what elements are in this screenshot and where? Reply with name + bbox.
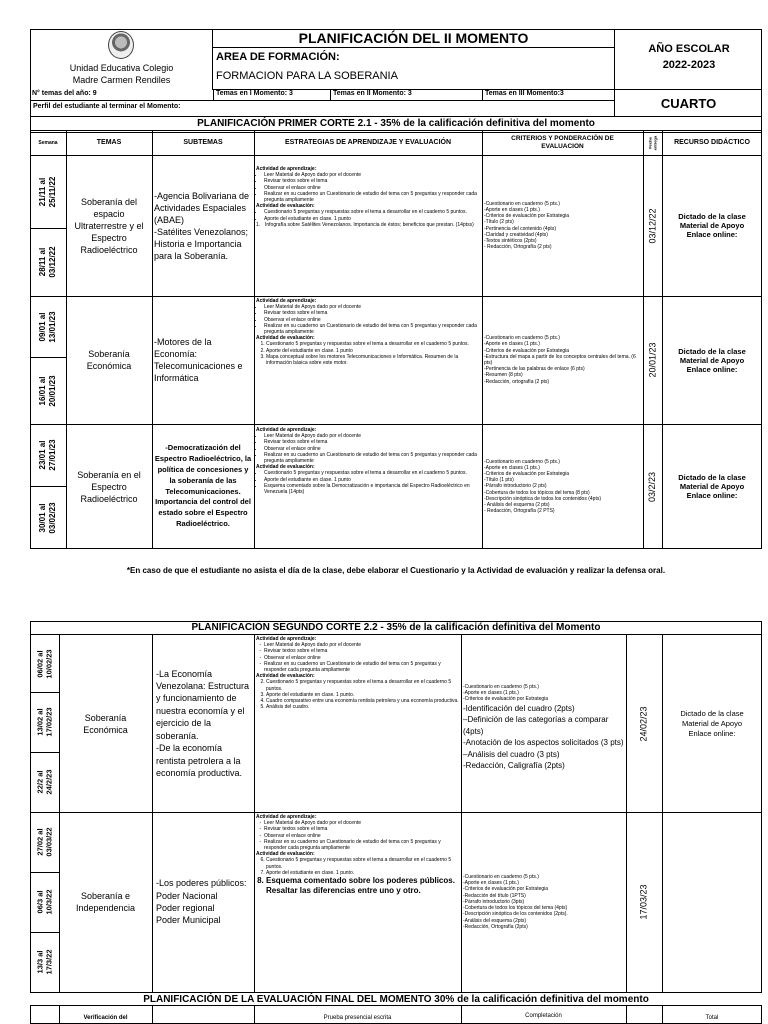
perfil: Perfil del estudiante al terminar el Momento: bbox=[33, 103, 181, 110]
criterios-base: -Cuestionario en cuaderno (5 pts.) -Aporte en clases (1 pts.) -Criterios de evaluación por Estrategia bbox=[463, 684, 549, 703]
strategy-cell: Actividad de aprendizaje: - Leer Material de Apoyo dado por el docente - Revisar textos sobre el tema - Observar el enlace online - Realizar en su cuaderno un Cuestionario de estudio del tema con 5 preguntas y responder cada pregunta ampliamente Actividad de evaluación: 2. Cuestionario 5 preguntas y respuestas sobre el tema a desarrollar en el cuaderno 5 puntos. 3. Aporte del estudiante en clase. 1 punto. 4. Cuadro comparativo entre una economía rentista petrolera y una economía productiva. 5. Análisis del cuadro. bbox=[256, 636, 460, 710]
subtema-cell: -Los poderes públicos: Poder Nacional Poder regional Poder Municipal bbox=[156, 878, 247, 926]
subtema-cell: -Democratización del Espectro Radioeléctrico, la política de concesiones y la soberanía de las Telecomunicaciones. Importancia del control del estado sobre el Espectro Radioeléctrico. bbox=[154, 443, 252, 528]
corte2-title: PLANIFICACIÓN SEGUNDO CORTE 2.2 - 35% de la calificación definitiva del Momento bbox=[30, 621, 762, 635]
final-title: PLANIFICACIÓN DE LA EVALUACIÓN FINAL DEL MOMENTO 30% de la calificación definitiva del momento bbox=[30, 992, 762, 1006]
week-label: 28/11 al 03/12/22 bbox=[38, 246, 57, 278]
criterios-cell: -Cuestionario en cuaderno (5 pts.) -Aporte en clases (1 pts.) -Criterios de evaluación por Estrategia -Redacción del título (1PTS) -Párrafo introductorio (3pts) -Cobertura de todos los tópicos del tema (4pts) -Descripción sinóptica de los contenidos (2pts). -Análisis del esquema (2pts) -Redacción, Ortografía (2pts) bbox=[463, 874, 568, 930]
col-semana: Semana bbox=[38, 139, 58, 146]
criterios-cell: -Cuestionario en cuaderno (5 pts.) -Aporte en clases (1 pts.) -Criterios de evaluación por Estrategia -Estructura del mapa a partir de los conceptos centrales del tema. (6 pts) -Pertinencia de las palabras de enlace (6 pts) -Resumen (8 pts) -Redacción, ortografía (2 pts) bbox=[484, 335, 636, 385]
week-label: 13/02 al 17/02/23 bbox=[35, 707, 54, 737]
fecha-cell: 17/03/23 bbox=[638, 884, 649, 920]
col-estrategias: ESTRATEGIAS DE APRENDIZAJE Y EVALUACIÓN bbox=[284, 139, 452, 146]
year-box bbox=[614, 29, 762, 90]
week-label: 22/2 al 24/2/23 bbox=[35, 769, 54, 795]
final-col-a: Verificación del bbox=[83, 1015, 128, 1021]
strategy-cell: Actividad de aprendizaje: • Leer Material de Apoyo dado por el docente • Revisar textos sobre el tema • Observar el enlace online • Realizar en su cuaderno un Cuestionario de estudio del tema con 5 preguntas y responder cada pregunta ampliamente Actividad de evaluación: • Cuestionario 5 preguntas y respuestas sobre el tema a desarrollar en el cuaderno 5 puntos. • Aporte del estudiante en clase. 1 punto 1. Infografía sobre Satélites Venezolanos. Importancia de éstos; beneficios que prestan. (14ptss) bbox=[256, 166, 480, 228]
fecha-cell: 03/2/23 bbox=[647, 471, 658, 502]
school-line-2: Madre Carmen Rendiles bbox=[72, 75, 171, 85]
temas-m2: Temas en II Momento: 3 bbox=[331, 90, 483, 101]
recurso-cell: Dictado de la clase Material de Apoyo Enlace online: bbox=[680, 708, 744, 738]
tema-cell: Soberanía Económica bbox=[83, 712, 128, 735]
strategy-cell: Actividad de aprendizaje: - Leer Material de Apoyo dado por el docente - Revisar textos sobre el tema - Observar el enlace online - Realizar en su cuaderno un Cuestionario de estudio del tema con 5 preguntas y responder cada pregunta ampliamente Actividad de evaluación: 6. Cuestionario 5 preguntas y respuestas sobre el tema a desarrollar en el cuaderno 5 puntos. 7. Aporte del estudiante en clase. 1 punto. 8. Esquema comentado sobre los poderes públicos. Resaltar las diferencias entre uno y otro. bbox=[256, 814, 460, 896]
tema-cell: Soberanía e Independencia bbox=[75, 891, 136, 913]
corte1-title: PLANIFICACIÓN PRIMER CORTE 2.1 - 35% de la calificación definitiva del momento bbox=[197, 117, 595, 129]
week-label: 21/11 al 25/11/22 bbox=[38, 176, 57, 207]
week-label: 13/3 al 17/3/22 bbox=[35, 949, 54, 975]
num-temas: N° temas del año: 9 bbox=[30, 90, 213, 101]
recurso-cell: Dictado de la clase Material de Apoyo Enlace online: bbox=[678, 473, 746, 500]
final-col-c: Completación bbox=[525, 1013, 562, 1019]
grade: CUARTO bbox=[614, 90, 762, 116]
col-fecha: Fecha entrega bbox=[647, 135, 658, 150]
criterios-cell: -Cuestionario en cuaderno (5 pts.) -Aporte en clases (1 pts.) -Criterios de evaluación por Estrategia -Título (2 pts) -Pertinencia del contenido (4pts) -Claridad y creatividad (4pts) -Textos sintéticos (2pts) - Redacción, Ortografía (2 pts) bbox=[484, 200, 570, 251]
strategy-cell: Actividad de aprendizaje: • Leer Material de Apoyo dado por el docente • Revisar textos sobre el tema • Observar el enlace online • Realizar en su cuaderno un Cuestionario de estudio del tema con 5 preguntas y responder cada pregunta ampliamente Actividad de evaluación: • Cuestionario 5 preguntas y respuestas sobre el tema a desarrollar en el cuaderno 5 puntos. • Aporte del estudiante en clase. 1 punto • Esquema comentado sobre la Democratización e importancia del Espectro Radioeléctrico en Venezuela (14pts) bbox=[256, 427, 480, 495]
col-temas: TEMAS bbox=[96, 139, 122, 146]
col-sep bbox=[254, 635, 255, 1024]
year-value: 2022-2023 bbox=[662, 59, 716, 71]
tema-cell: Soberanía Económica bbox=[86, 349, 132, 371]
tema-cell: Soberanía del espacio Ultraterrestre y el Espectro Radioeléctrico bbox=[74, 196, 144, 255]
area-label: AREA DE FORMACIÓN: bbox=[216, 51, 340, 63]
area-value: FORMACION PARA LA SOBERANIA bbox=[213, 67, 614, 90]
school-logo bbox=[108, 31, 134, 59]
subtema-cell: -Motores de la Economía: Telecomunicaciones e Informática bbox=[154, 337, 243, 383]
week-label: 27/02 al 03/03/22 bbox=[35, 827, 54, 857]
main-title: PLANIFICACIÓN DEL II MOMENTO bbox=[213, 29, 614, 48]
criterios-cell: -Cuestionario en cuaderno (5 pts.) -Aporte en clases (1 pts.) -Criterios de evaluación por Estrategia -Título (1 pts) -Párrafo introductorio (2 pts) -Cobertura de todos los tópicos del tema (8 pts) -Descripción sinóptica de todos los contenidos (4pts) - Análisis del esquema (2 pts) - Redacción, Ortografía (2 PTS) bbox=[484, 458, 602, 515]
school-cell bbox=[30, 29, 213, 90]
recurso-cell: Dictado de la clase Material de Apoyo Enlace online: bbox=[678, 346, 746, 374]
school-line-1: Unidad Educativa Colegio bbox=[69, 63, 174, 73]
criterios-detail: -Identificación del cuadro (2pts) –Definición de las categorías a comparar (4pts) -Anotación de los aspectos solicitados (3 pts) –Análisis del cuadro (3 pts) -Redacción, Caligrafía (2pts) bbox=[463, 703, 624, 771]
recurso-cell: Dictado de la clase Material de Apoyo Enlace online: bbox=[678, 212, 746, 239]
week-label: 30/01 al 03/02/23 bbox=[38, 501, 57, 534]
week-label: 16/01 al 20/01/23 bbox=[38, 374, 57, 407]
absence-note: *En caso de que el estudiante no asista el día de la clase, debe elaborar el Cuestionario y la Actividad de evaluación y realizar la defensa oral. bbox=[126, 566, 666, 575]
col-criterios: CRITERIOS Y PONDERACIÓN DE EVALUACION bbox=[511, 134, 614, 150]
final-col-d: Total bbox=[705, 1015, 719, 1021]
subtema-cell: -Agencia Bolivariana de Actividades Espaciales (ABAE) -Satélites Venezolanos; Historia e Importancia para la Soberanía. bbox=[154, 190, 250, 261]
recurso-cell bbox=[662, 812, 762, 992]
week-label: 06/3 al 10/3/22 bbox=[35, 889, 54, 915]
fecha-cell: 03/12/22 bbox=[647, 207, 658, 244]
fecha-cell: 20/01/23 bbox=[647, 342, 658, 378]
tema-cell: Soberanía en el Espectro Radioeléctrico bbox=[77, 469, 141, 504]
col-sep bbox=[461, 635, 462, 1024]
subtema-cell: -La Economía Venezolana: Estructura y funcionamiento de nuestra economía y el ejercicio de la soberanía. -De la economía rentista petrolera a la economía productiva. bbox=[156, 668, 250, 778]
final-col-b: Prueba presencial escrita bbox=[323, 1015, 392, 1021]
col-sep bbox=[482, 130, 483, 549]
col-recurso: RECURSO DIDÁCTICO bbox=[674, 139, 750, 146]
col-subtemas: SUBTEMAS bbox=[183, 139, 223, 146]
week-label: 06/02 al 10/02/23 bbox=[35, 648, 54, 679]
strategy-cell: Actividad de aprendizaje: • Leer Material de Apoyo dado por el docente • Revisar textos sobre el tema • Observar el enlace online • Realizar en su cuaderno un Cuestionario de estudio del tema con 5 preguntas y responder cada pregunta ampliamente Actividad de evaluación: 1. Cuestionario 5 preguntas y respuestas sobre el tema a desarrollar en el cuaderno 5 puntos. 2. Aporte del estudiante en clase. 1 punto 3. Mapa conceptual sobre los motores Telecomunicaciones e Informática. Resumen de la información básica sobre este motor. bbox=[256, 298, 480, 366]
year-label: AÑO ESCOLAR bbox=[648, 43, 730, 55]
criterios-cell bbox=[463, 684, 625, 772]
temas-m1: Temas en I Momento: 3 bbox=[213, 90, 331, 101]
week-label: 23/01 al 27/01/23 bbox=[38, 439, 57, 471]
week-label: 09/01 al 13/01/23 bbox=[38, 310, 57, 343]
fecha-cell: 24/02/23 bbox=[638, 705, 649, 742]
temas-m3: Temas en III Momento:3 bbox=[483, 90, 614, 101]
